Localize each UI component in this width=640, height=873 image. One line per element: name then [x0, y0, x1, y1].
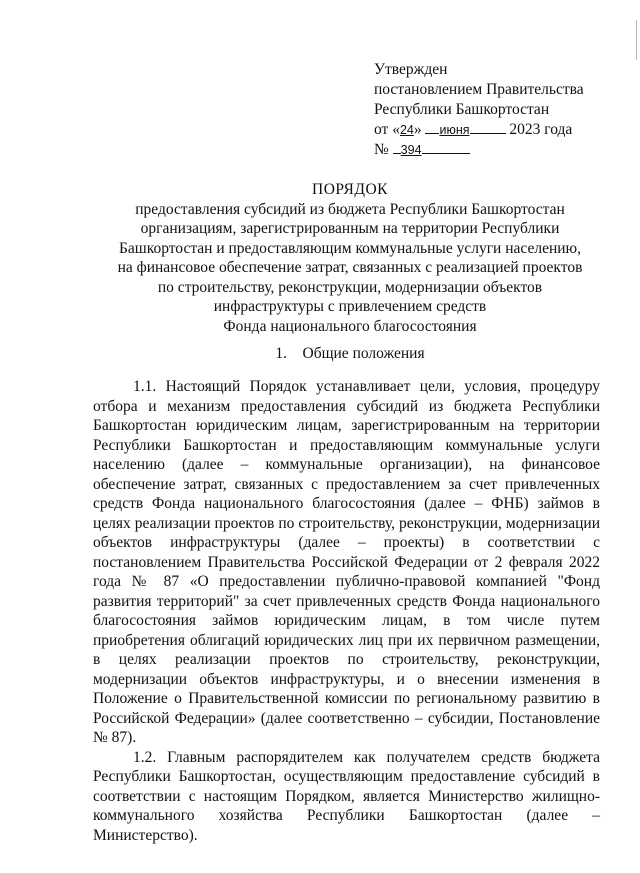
section-title: Общие положения [302, 345, 425, 362]
paragraph: 1.2. Главным распорядителем как получателем средств бюджета Республики Башкортостан, осуществляющим предоставление субсидий в соответствии с настоящим Порядком, является Министерство жилищно-коммунального хозяйства Республики Башкортостан (далее – Министерство). [93, 748, 600, 844]
title-line: Башкортостан и предоставляющим коммунальные услуги населению, [118, 239, 582, 257]
document-body [93, 377, 600, 845]
title-line: по строительству, реконструкции, модернизации объектов [157, 278, 543, 296]
title-line: предоставления субсидий из бюджета Республики Башкортостан [135, 200, 565, 218]
approval-number-line [374, 140, 584, 160]
date-blank-underline [425, 120, 439, 134]
approval-date-line [374, 120, 584, 140]
scan-edge-mark [636, 20, 637, 60]
approval-stamp-block [374, 60, 584, 160]
title-line: на финансовое обеспечение затрат, связанных с реализацией проектов [117, 259, 583, 276]
date-blank-underline [470, 120, 506, 134]
date-month: июня [439, 123, 470, 137]
number-value: 394 [400, 143, 422, 157]
title-line: инфраструктуры с привлечением средств [213, 298, 487, 315]
approval-line: постановлением Правительства [374, 81, 584, 98]
number-blank-underline [422, 140, 470, 154]
document-heading: ПОРЯДОК [312, 181, 388, 198]
title-line: Фонда национального благосостояния [223, 317, 477, 335]
approval-line: Утвержден [374, 61, 448, 78]
date-mid: » [413, 121, 422, 138]
number-blank-underline [393, 140, 401, 154]
approval-line: Республики Башкортостан [374, 101, 550, 118]
document-title-block [90, 180, 610, 336]
date-day: 24 [399, 123, 414, 137]
section-heading [90, 345, 610, 363]
paragraph: 1.1. Настоящий Порядок устанавливает цели, условия, процедуру отбора и механизм предоставления субсидий из бюджета Республики Башкортостан юридическим лицам, зарегистрированным на территории Республики Башкортостан и предоставляющим коммунальные услуги населению (далее – коммунальные организации), на финансовое обеспечение затрат, связанных с предоставлением за счет привлеченных средств Фонда национального благосостояния (далее – ФНБ) займов в целях реализации проектов по строительству, реконструкции, модернизации объектов инфраструктуры (далее – проекты) в соответствии с постановлением Правительства Российской Федерации от 2 февраля 2022 года № 87 «О предоставлении публично-правовой компанией "Фонд развития территорий" за счет привлеченных средств Фонда национального благосостояния займов юридическим лицам, в том числе путем приобретения облигаций юридических лиц при их первичном размещении, в целях реализации проектов по строительству, реконструкции, модернизации объектов инфраструктуры, и о внесении изменения в Положение о Правительственной комиссии по региональному развитию в Российской Федерации» (далее соответственно – субсидии, Постановление № 87). [93, 378, 600, 746]
number-prefix: № [374, 141, 389, 158]
section-number: 1. [275, 345, 287, 362]
title-line: организациям, зарегистрированным на территории Республики [140, 220, 560, 237]
date-prefix: от « [374, 121, 400, 138]
date-year: 2023 года [509, 121, 573, 138]
